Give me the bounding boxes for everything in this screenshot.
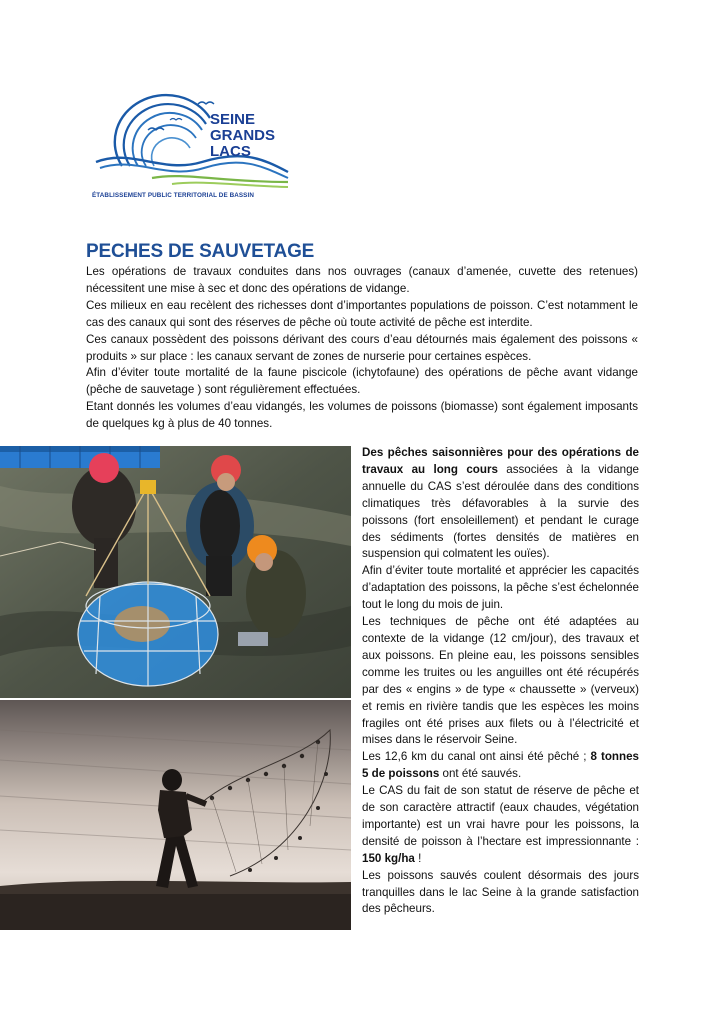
- logo-wordmark: [210, 112, 275, 160]
- side-paragraph: Les poissons sauvés coulent désormais des jours tranquilles dans le lac Seine à la grande satisfaction des pêcheurs.: [362, 868, 639, 916]
- logo-line-1: SEINE: [210, 111, 256, 128]
- side-text: [362, 445, 639, 918]
- side-paragraph: Les 12,6 km du canal ont ainsi été pêché ; 8 tonnes 5 de poissons ont été sauvés.: [362, 750, 639, 781]
- logo-line-2: GRANDS: [210, 127, 276, 144]
- side-paragraph: Le CAS du fait de son statut de réserve de pêche et de son caractère attractif (eaux chaudes, végétation importante) est un vrai havre pour les poissons, la densité de poisson à l’hectare est impressionnante : 150 kg/ha !: [362, 784, 639, 865]
- intro-paragraph: Ces milieux en eau recèlent des richesses dont d’importantes populations de poisson. C’est notamment le cas des canaux qui sont des réserves de pêche où toute activité de pêche est interdite.: [86, 298, 638, 329]
- intro-paragraph: Ces canaux possèdent des poissons dérivant des cours d’eau détournés mais également des poissons « produits » sur place : les canaux servant de zones de nurserie pour certaines espèces.: [86, 332, 638, 363]
- seine-grands-lacs-logo: [92, 88, 292, 206]
- side-highlight: 8 tonnes 5 de poissons: [362, 750, 639, 781]
- net-pulling-photo: [0, 700, 351, 930]
- intro-text: [86, 264, 638, 433]
- intro-paragraph: Les opérations de travaux conduites dans nos ouvrages (canaux d’amenée, cuvette des retenues) nécessitent une mise à sec et donc des opérations de vidange.: [86, 265, 638, 295]
- intro-paragraph: Etant donnés les volumes d’eau vidangés, les volumes de poissons (biomasse) sont également imposants de quelques kg à plus de 40 tonnes.: [86, 400, 638, 431]
- logo-line-3: LACS: [210, 143, 251, 160]
- fishing-crew-photo: [0, 446, 351, 698]
- side-paragraph: Des pêches saisonnières pour des opérations de travaux au long cours associées à la vidange annuelle du CAS s’est déroulée dans des conditions climatiques très défavorables à la survie des poissons (fort ensoleillement) et pendant le curage des sédiments (fortes densités de matières en suspension qui colmatent les ouïes).: [362, 446, 639, 561]
- logo-subtitle: ÉTABLISSEMENT PUBLIC TERRITORIAL DE BASSIN: [92, 192, 254, 199]
- side-paragraph: Les techniques de pêche ont été adaptées au contexte de la vidange (12 cm/jour), des travaux et aux poissons. En pleine eau, les poissons sensibles comme les truites ou les anguilles ont été récupérés par des « engins » de type « chaussette » (verveux) et remis en rivière tandis que les espèces les moins fragiles ont été prises aux filets ou à l’électricité et mises dans le réservoir Seine.: [362, 615, 639, 747]
- page-title: PECHES DE SAUVETAGE: [86, 241, 315, 262]
- intro-paragraph: Afin d’éviter toute mortalité de la faune piscicole (ichytofaune) des opérations de pêche avant vidange (pêche de sauvetage ) sont régulièrement effectuées.: [86, 366, 638, 397]
- side-paragraph: Afin d’éviter toute mortalité et apprécier les capacités d’adaptation des poissons, la pêche s’est échelonnée tout le long du mois de juin.: [362, 564, 639, 612]
- side-highlight: 150 kg/ha: [362, 851, 415, 865]
- side-highlight: Des pêches saisonnières pour des opérations de travaux au long cours: [362, 446, 639, 476]
